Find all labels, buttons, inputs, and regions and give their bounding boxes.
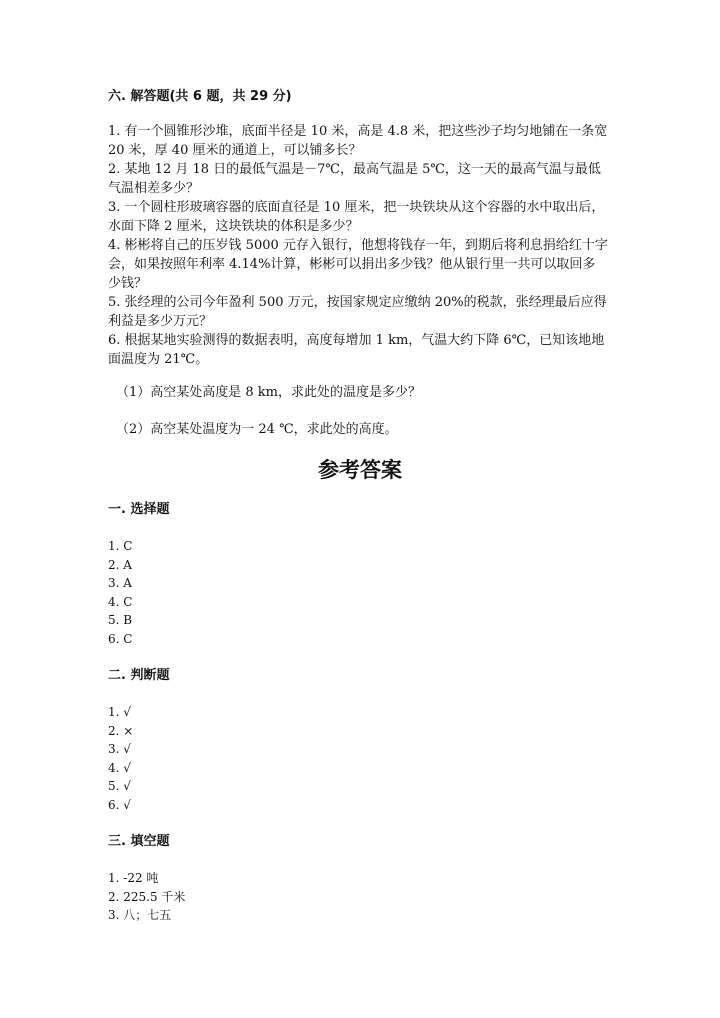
answer-item: 5. B <box>108 613 133 628</box>
answer-item: 5. √ <box>108 779 131 794</box>
answer-item: 1. √ <box>108 705 131 719</box>
section-heading-choice: 一. 选择题 <box>108 502 170 517</box>
answer-item: 6. C <box>108 631 133 646</box>
answer-item: 2. A <box>108 557 132 572</box>
answer-item: 3. 八；七五 <box>108 908 172 923</box>
choice-answer-list <box>108 537 132 649</box>
subquestion-item: （2）高空某处温度为一 24 ℃，求此处的高度。 <box>116 422 398 437</box>
answer-key-title: 参考答案 <box>318 458 402 482</box>
answer-item: 2. × <box>108 723 134 738</box>
question-item: 6. 根据某地实验测得的数据表明，高度每增加 1 km，气温大约下降 6℃，已知该地地面温度为 21℃。 <box>108 333 605 367</box>
question-list <box>108 122 608 369</box>
answer-item: 3. √ <box>108 742 131 757</box>
subquestion-item: （1）高空某处高度是 8 km，求此处的温度是多少？ <box>116 385 422 400</box>
judge-answer-list <box>108 703 133 815</box>
question-item: 4. 彬彬将自己的压岁钱 5000 元存入银行，他想将钱存一年，到期后将利息捐给红十字会，如果按照年利率 4.14%计算，彬彬可以捐出多少钱？他从银行里一共可以取回多少钱？ <box>108 238 608 291</box>
answer-item: 1. C <box>108 539 133 553</box>
question-item: 5. 张经理的公司今年盈利 500 万元，按国家规定应缴纳 20%的税款，张经理最后应得利益是多少万元？ <box>108 295 607 329</box>
answer-item: 1. -22 吨 <box>108 871 159 885</box>
fill-answer-list <box>108 869 185 925</box>
answer-item: 2. 225.5 千米 <box>108 889 186 904</box>
answer-item: 4. C <box>108 594 133 609</box>
section-heading-solve: 六. 解答题(共 6 题，共 29 分) <box>108 89 292 104</box>
answer-item: 4. √ <box>108 760 131 775</box>
question-item: 1. 有一个圆锥形沙堆，底面半径是 10 米，高是 4.8 米，把这些沙子均匀地铺在一条宽 20 米，厚 40 厘米的通道上，可以铺多长？ <box>108 124 608 158</box>
section-heading-judge: 二. 判断题 <box>108 668 170 683</box>
question-item: 3. 一个圆柱形玻璃容器的底面直径是 10 厘米，把一块铁块从这个容器的水中取出后，水面下降 2 厘米，这块铁块的体积是多少？ <box>108 200 605 234</box>
section-heading-fill: 三. 填空题 <box>108 834 170 849</box>
question-item: 2. 某地 12 月 18 日的最低气温是－7℃，最高气温是 5℃，这一天的最高气温与最低气温相差多少？ <box>108 162 601 196</box>
answer-item: 3. A <box>108 576 132 591</box>
answer-item: 6. √ <box>108 797 131 812</box>
